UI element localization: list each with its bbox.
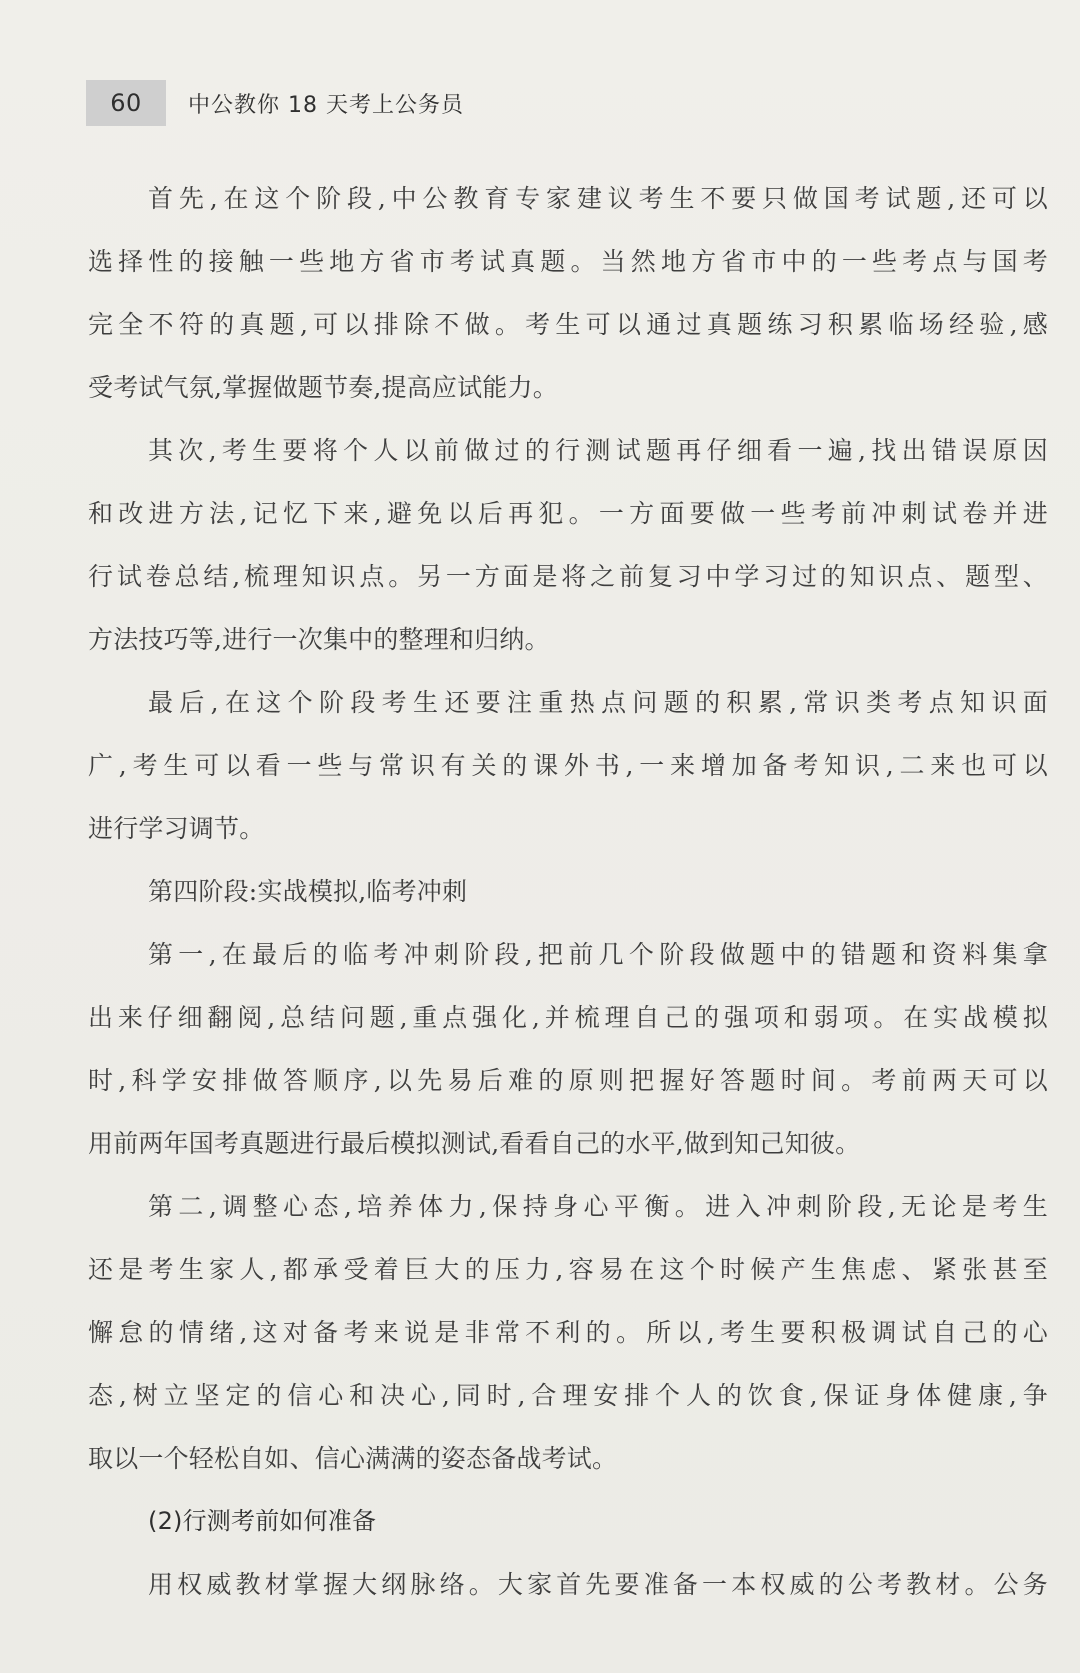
text-line: 最后,在这个阶段考生还要注重热点问题的积累,常识类考点知识面 [148, 688, 1048, 717]
text-line: 第四阶段:实战模拟,临考冲刺 [148, 877, 468, 906]
text-line: 用权威教材掌握大纲脉络。大家首先要准备一本权威的公考教材。公务 [148, 1570, 1048, 1599]
text-line: 还是考生家人,都承受着巨大的压力,容易在这个时候产生焦虑、紧张甚至 [88, 1255, 1048, 1284]
body-text [88, 167, 1048, 1616]
text-line: 第一,在最后的临考冲刺阶段,把前几个阶段做题中的错题和资料集拿 [148, 940, 1048, 969]
text-line: 选择性的接触一些地方省市考试真题。当然地方省市中的一些考点与国考 [88, 247, 1048, 276]
text-line: 行试卷总结,梳理知识点。另一方面是将之前复习中学习过的知识点、题型、 [88, 562, 1048, 591]
text-line: 进行学习调节。 [88, 814, 265, 843]
text-line: 态,树立坚定的信心和决心,同时,合理安排个人的饮食,保证身体健康,争 [88, 1381, 1048, 1410]
text-line: 完全不符的真题,可以排除不做。考生可以通过真题练习积累临场经验,感 [88, 310, 1048, 339]
page-header [86, 78, 464, 128]
running-title: 中公教你 18 天考上公务员 [188, 92, 464, 118]
text-line: 受考试气氛,掌握做题节奏,提高应试能力。 [88, 373, 558, 402]
text-line: 用前两年国考真题进行最后模拟测试,看看自己的水平,做到知己知彼。 [88, 1129, 861, 1158]
text-line: 其次,考生要将个人以前做过的行测试题再仔细看一遍,找出错误原因 [148, 436, 1048, 465]
text-line: 第二,调整心态,培养体力,保持身心平衡。进入冲刺阶段,无论是考生 [148, 1192, 1048, 1221]
page-number: 60 [86, 80, 166, 126]
text-line: 方法技巧等,进行一次集中的整理和归纳。 [88, 625, 550, 654]
text-line: 广,考生可以看一些与常识有关的课外书,一来增加备考知识,二来也可以 [88, 751, 1048, 780]
text-line: 取以一个轻松自如、信心满满的姿态备战考试。 [88, 1444, 618, 1473]
text-line: 时,科学安排做答顺序,以先易后难的原则把握好答题时间。考前两天可以 [88, 1066, 1048, 1095]
text-line: 出来仔细翻阅,总结问题,重点强化,并梳理自己的强项和弱项。在实战模拟 [88, 1003, 1048, 1032]
text-line: 和改进方法,记忆下来,避免以后再犯。一方面要做一些考前冲刺试卷并进 [88, 499, 1048, 528]
text-line: 懈怠的情绪,这对备考来说是非常不利的。所以,考生要积极调试自己的心 [88, 1318, 1048, 1347]
text-line: 首先,在这个阶段,中公教育专家建议考生不要只做国考试题,还可以 [148, 184, 1048, 213]
section-heading: (2)行测考前如何准备 [148, 1507, 377, 1535]
